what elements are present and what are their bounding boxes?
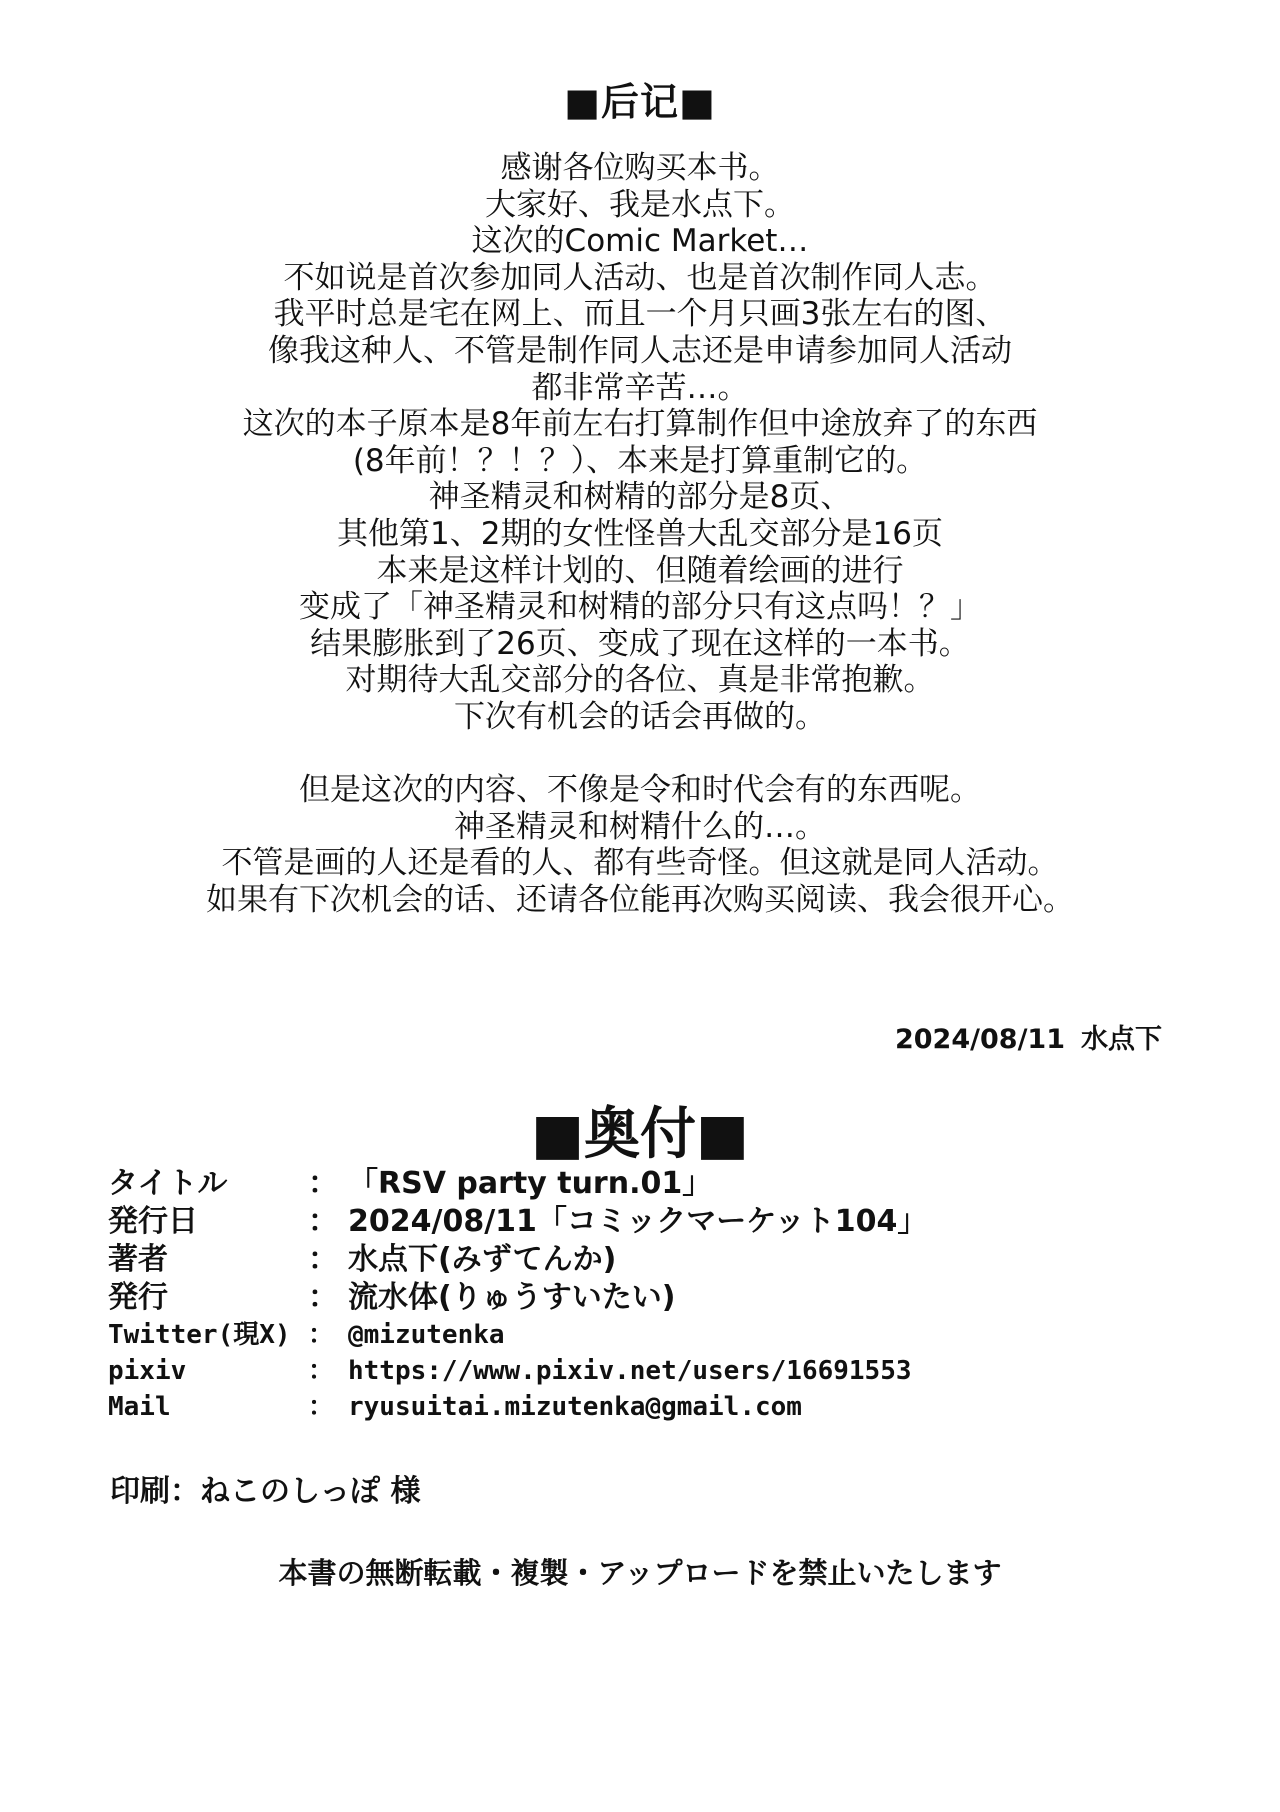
colophon-value: 「RSV party turn.01」 (348, 1166, 713, 1201)
colophon-value: 2024/08/11「コミックマーケット104」 (348, 1204, 928, 1239)
afterword-line: 神圣精灵和树精什么的…。 (454, 808, 826, 845)
colophon-separator: ： (308, 1320, 335, 1350)
afterword-line: 这次的Comic Market… (471, 223, 809, 260)
colophon-row-mail (108, 1389, 1208, 1425)
afterword-line: 下次有机会的话会再做的。 (454, 698, 826, 735)
mail-address: ryusuitai.mizutenka@gmail.com (348, 1392, 802, 1422)
colophon-row-pixiv (108, 1353, 1208, 1389)
colophon-row-publisher (108, 1279, 1208, 1317)
colophon-value: 流水体(りゅうすいたい) (348, 1280, 676, 1315)
colophon-value: 水点下(みずてんか) (348, 1242, 617, 1277)
twitter-handle: @mizutenka (348, 1320, 505, 1350)
signature-name: 水点下 (1081, 1024, 1162, 1055)
afterword-line: (8年前！？！？）、本来是打算重制它的。 (352, 442, 928, 479)
afterword-line: 感谢各位购买本书。 (500, 150, 780, 186)
colophon-separator: ： (308, 1356, 335, 1386)
colophon-separator: ： (308, 1280, 338, 1315)
colophon-separator: ： (308, 1166, 338, 1201)
afterword-line: 大家好、我是水点下。 (485, 186, 795, 223)
colophon-label: 発行日 (108, 1204, 198, 1239)
signature (895, 1020, 1162, 1060)
colophon-label: Twitter(現X) (108, 1320, 291, 1350)
afterword-body (60, 150, 1220, 918)
colophon-heading: ■奥付■ (531, 1102, 749, 1167)
afterword-line: 我平时总是宅在网上、而且一个月只画3张左右的图、 (273, 296, 1007, 333)
afterword-line: 神圣精灵和树精的部分是8页、 (428, 479, 852, 516)
afterword-line: 对期待大乱交部分的各位、真是非常抱歉。 (345, 662, 935, 699)
afterword-line: 结果膨胀到了26页、变成了现在这样的一本书。 (310, 625, 970, 662)
afterword-heading: ■后记■ (564, 80, 716, 124)
colophon-separator: ： (308, 1392, 335, 1422)
afterword-line: 但是这次的内容、不像是令和时代会有的东西呢。 (299, 772, 981, 809)
afterword-line: 本来是这样计划的、但随着绘画的进行 (376, 552, 904, 589)
colophon-label: 発行 (108, 1280, 168, 1315)
colophon-label: 著者 (108, 1242, 168, 1277)
colophon-row-author (108, 1241, 1208, 1279)
colophon-row-twitter (108, 1317, 1208, 1353)
colophon-row-date (108, 1203, 1208, 1241)
afterword-line: 这次的本子原本是8年前左右打算制作但中途放弃了的东西 (242, 406, 1038, 443)
colophon-row-title (108, 1165, 1208, 1203)
colophon-label: タイトル (108, 1166, 228, 1201)
colophon-table (108, 1165, 1208, 1425)
printer-credit: 印刷：ねこのしっぽ 様 (110, 1474, 421, 1509)
colophon-label: pixiv (108, 1356, 187, 1386)
paragraph-gap (60, 736, 1220, 773)
colophon-label: Mail (108, 1392, 171, 1422)
colophon-separator: ： (308, 1204, 338, 1239)
afterword-line: 变成了「神圣精灵和树精的部分只有这点吗！？」 (299, 589, 981, 626)
colophon-separator: ： (308, 1242, 338, 1277)
afterword-line: 像我这种人、不管是制作同人志还是申请参加同人活动 (268, 332, 1012, 369)
pixiv-url: https://www.pixiv.net/users/16691553 (348, 1356, 912, 1386)
afterword-line: 不管是画的人还是看的人、都有些奇怪。但这就是同人活动。 (221, 845, 1059, 882)
copyright-notice: 本書の無断転載・複製・アップロードを禁止いたします (278, 1556, 1002, 1590)
afterword-line: 其他第1、2期的女性怪兽大乱交部分是16页 (337, 515, 943, 552)
afterword-line: 不如说是首次参加同人活动、也是首次制作同人志。 (283, 259, 997, 296)
afterword-line: 都非常辛苦…。 (531, 369, 749, 406)
afterword-line: 如果有下次机会的话、还请各位能再次购买阅读、我会很开心。 (206, 881, 1074, 918)
signature-date: 2024/08/11 (894, 1024, 1065, 1055)
